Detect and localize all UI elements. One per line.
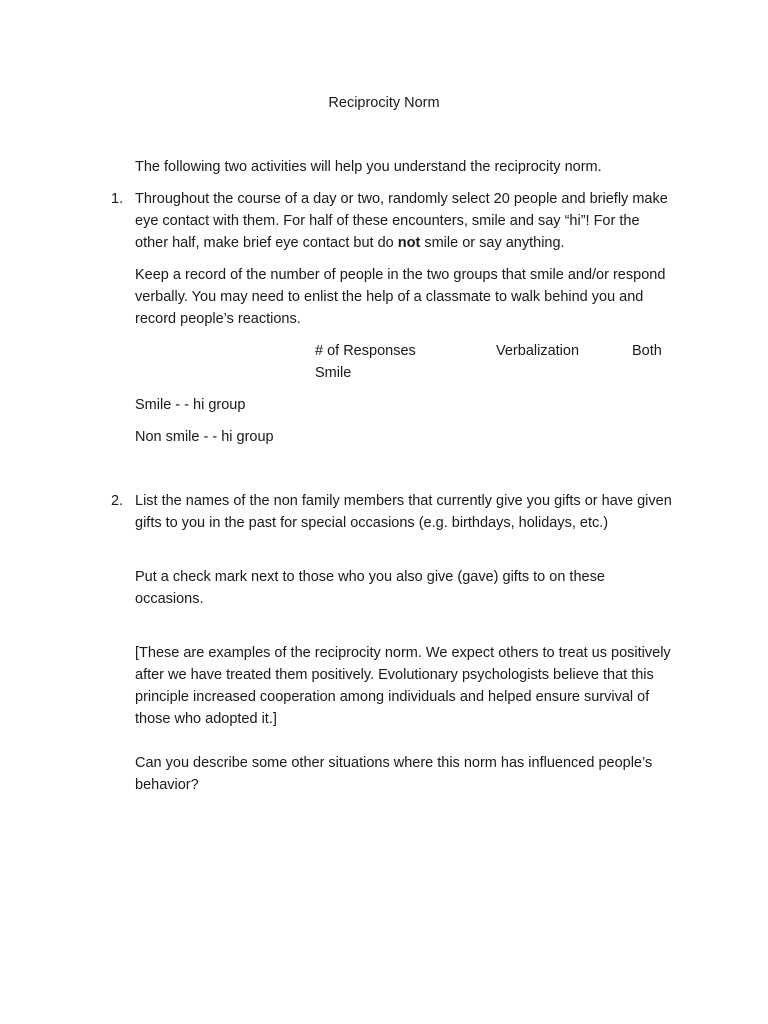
column-header-verbalization: Verbalization (496, 343, 580, 359)
list-item-2 (111, 490, 675, 796)
page-title: Reciprocity Norm (328, 95, 440, 111)
list-item-1 (111, 188, 675, 448)
table-row-non-smile-hi: Non smile - - hi group (135, 429, 274, 445)
reciprocity-explanation: [These are examples of the reciprocity norm. We expect others to treat us positively after we have treated them positively. Evolutionary psychologists believe that this principle increased cooperation among individuals and helped ensure survival of those who adopted it.] (135, 645, 671, 727)
spacer (135, 458, 675, 490)
table-row-smile-hi: Smile - - hi group (135, 397, 246, 413)
column-header-smile: Smile (315, 365, 352, 381)
intro-text: The following two activities will help you understand the reciprocity norm. (135, 159, 602, 175)
column-header-responses: # of Responses (315, 343, 416, 359)
activity-1-record-text: Keep a record of the number of people in the two groups that smile and/or respond verbally. You may need to enlist the help of a classmate to walk behind you and record people’s reactions. (135, 267, 666, 327)
spacer (135, 610, 675, 642)
list-number-1: 1. (111, 191, 124, 207)
activity-2-check-text: Put a check mark next to those who you also give (gave) gifts to on these occasions. (135, 569, 605, 607)
document-body (111, 156, 675, 796)
spacer (135, 534, 675, 566)
activity-2-instructions: List the names of the non family members that currently give you gifts or have given gifts to you in the past for special occasions (e.g. birthdays, holidays, etc.) (135, 493, 672, 531)
spacer (135, 730, 675, 752)
list-number-2: 2. (111, 493, 124, 509)
activity-1-instructions (135, 188, 675, 254)
activity-1-text-start: Throughout the course of a day or two, randomly select 20 people and briefly make eye contact with them. For half of these encounters, smile and say “hi”! For the other half, make brief eye contact but do (135, 191, 668, 251)
discussion-question: Can you describe some other situations where this norm has influenced people’s behavior? (135, 755, 653, 793)
column-header-both: Both (632, 343, 662, 359)
activity-1-bold-not: not (397, 235, 421, 251)
response-table-header (135, 340, 675, 384)
activity-1-text-end: smile or say anything. (420, 235, 565, 251)
